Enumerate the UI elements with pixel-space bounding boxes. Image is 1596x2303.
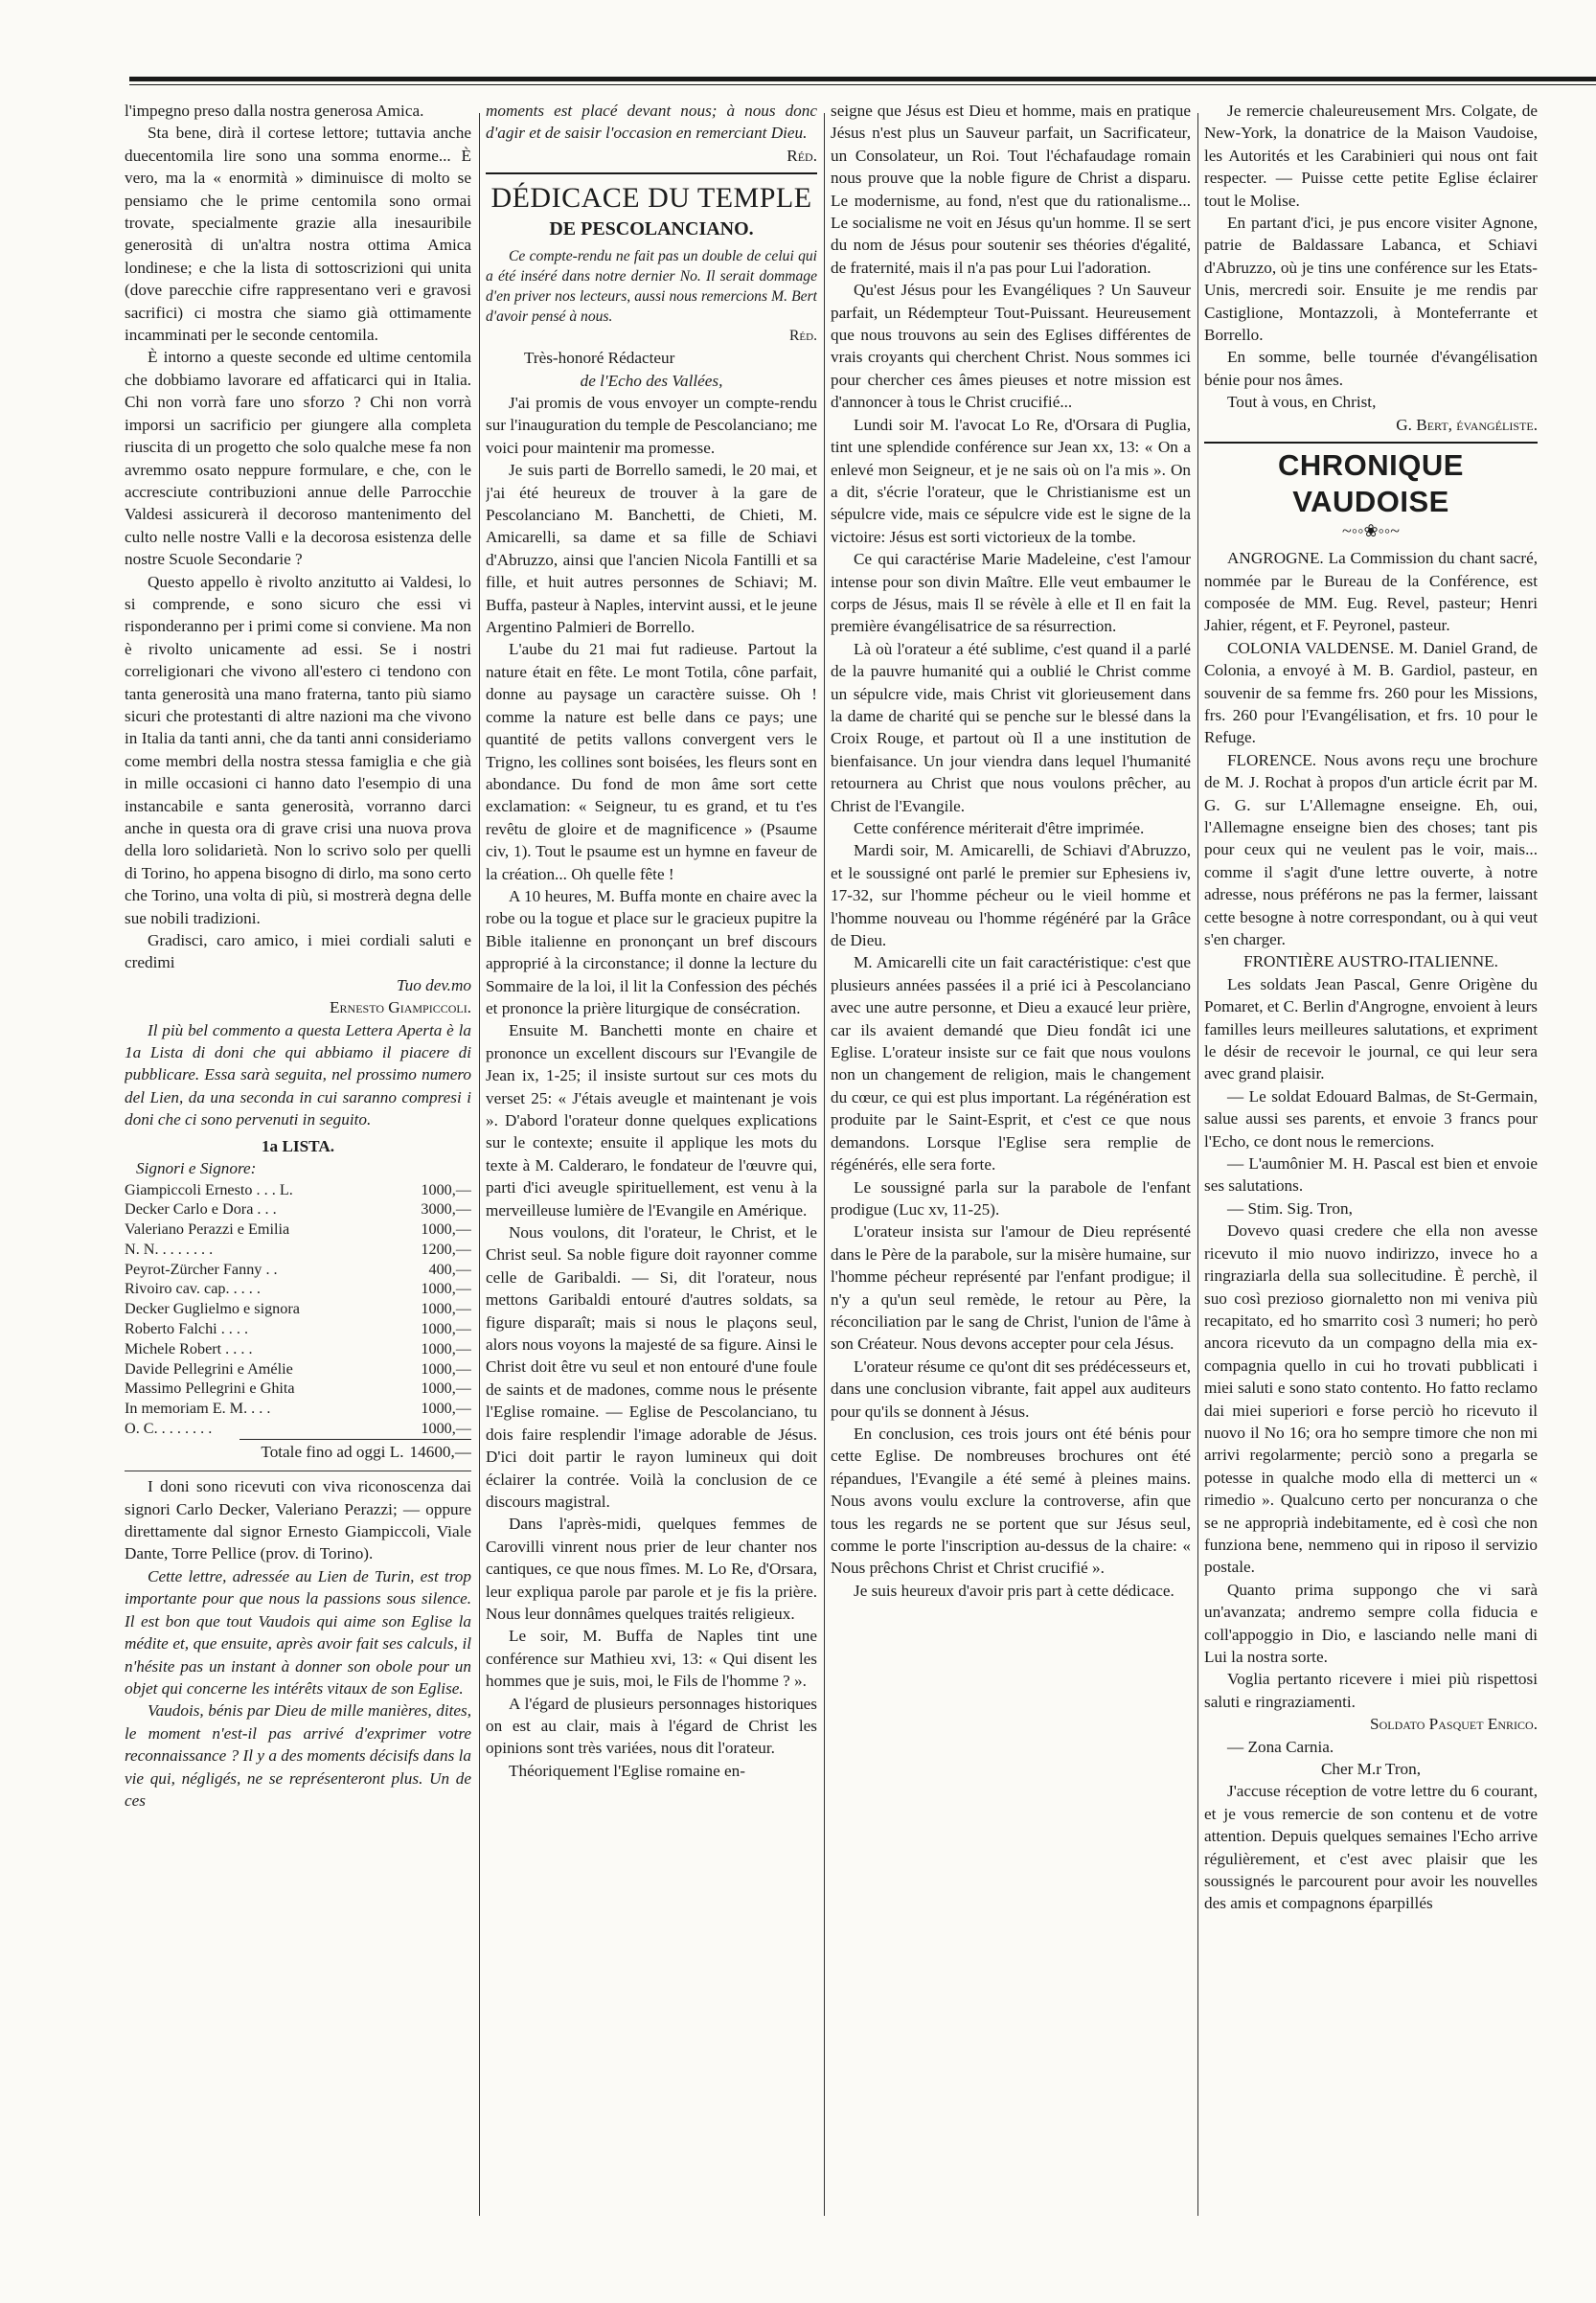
c2-p0: J'ai promis de vous envoyer un compte-rendu sur l'inauguration du temple de Pescolanciano; me voici pour maintenir ma promesse. — [486, 394, 817, 457]
donor-row — [125, 1299, 471, 1319]
c2-p2: L'aube du 21 mai fut radieuse. Partout la nature était en fête. Le mont Totila, cône parfait, donne au paysage un caractère suisse. Oh ! comme la nature est belle dans ce pays; une quantité de petits vallons convergent vers le Trigno, les collines sont boisées, les fleurs sont en abondance. Du fond de mon âme sort cette exclamation: « Seigneur, tu es grand, et tu t'es revêtu de gloire et de magnificence » (Psaume civ, 1). Tout le psaume est un hymne en faveur de la création... Oh quelle fête ! — [486, 640, 817, 883]
column-2 — [486, 100, 817, 2226]
section-rule — [486, 172, 817, 174]
donor-amount: 1000,— — [421, 1400, 471, 1418]
donor-name: Giampiccoli Ernesto . . . L. — [125, 1180, 293, 1198]
c1-p0: l'impegno preso dalla nostra generosa Amica. — [125, 102, 424, 120]
top-rule-thin — [129, 84, 1596, 85]
donor-row — [125, 1220, 471, 1240]
chron-colonia: COLONIA VALDENSE. M. Daniel Grand, de Colonia, a envoyé à M. B. Gardiol, pasteur, en souvenir de sa femme frs. 260 pour les Missions, frs. 260 pour l'Evangélisation, et frs. 10 pour le Refuge. — [1204, 638, 1538, 747]
c4-p3: Tout à vous, en Christ, — [1227, 393, 1377, 412]
editor-note: Il più bel commento a questa Lettera Aperta è la 1a Lista di doni che qui abbiamo il piacere di pubblicare. Essa sarà seguita, nel prossimo numero del Lien, da una seconda in cui saranno compresi i doni che ci sono pervenuti in seguito. — [125, 1020, 471, 1129]
c3-p10: L'orateur résume ce qu'ont dit ses prédécesseurs et, dans une conclusion vibrante, fait appel aux auditeurs pour qu'ils se donnent à Jésus. — [831, 1357, 1191, 1421]
donor-row — [125, 1379, 471, 1399]
c2-p9: Théoriquement l'Eglise romaine en- — [509, 1761, 745, 1780]
zona: — Zona Carnia. — [1227, 1737, 1334, 1756]
column-4 — [1204, 100, 1538, 2226]
c3-p1: Qu'est Jésus pour les Evangéliques ? Un Sauveur parfait, un Rédempteur Tout-Puissant. Heureusement que nous trouvons au sein des Eglises différentes de vrais croyants qui cherchent Christ. Nous sommes ici pour chercher ces âmes pieuses et notre mission est d'annoncer à tous le Christ crucifié... — [831, 281, 1191, 412]
c4-p2: En somme, belle tournée d'évangélisation bénie pour nos âmes. — [1204, 348, 1538, 389]
donor-name: Decker Carlo e Dora . . . — [125, 1200, 277, 1219]
donor-name: Davide Pellegrini e Amélie — [125, 1359, 293, 1378]
c4-p1: En partant d'ici, je pus encore visiter Agnone, patrie de Baldassare Labanca, et Schiavi d'Abruzzo, où je tins une conférence sur les Etats-Unis, mercredi soir. Ensuite je me rendis par Castiglione, Montazzoli, à Monteferrante et Borrello. — [1204, 214, 1538, 345]
column-divider-1 — [479, 113, 480, 2216]
donor-name: Massimo Pellegrini e Ghita — [125, 1380, 295, 1398]
c3-p12: Je suis heureux d'avoir pris part à cette dédicace. — [854, 1581, 1174, 1600]
soldier-signature: Soldato Pasquet Enrico. — [1370, 1715, 1538, 1734]
donor-name: Rivoiro cav. cap. . . . . — [125, 1280, 261, 1298]
c1-p2: È intorno a queste seconde ed ultime centomila che dobbiamo lavorare ed affaticarci qui in Italia. Chi non vorrà fare uno sforzo ? Chi non vorrà imporsi un sacrificio per giungere alla completa riuscita di un progetto che solo qualche mese fa non avremmo osato neppure formulare, e che, con le accresciute contribuzioni annue delle Parrocchie Valdesi assicurerà il decoroso mantenimento del culto nelle nostre Valli e la decorosa esistenza delle nostre Scuole Secondarie ? — [125, 348, 471, 569]
donor-amount: 3000,— — [421, 1200, 471, 1219]
donor-row — [125, 1339, 471, 1359]
chron-florence: FLORENCE. Nous avons reçu une brochure de M. J. Rochat à propos d'un article écrit par M. G. G. sur L'Allemagne enseigne. Eh, oui, l'Allemagne enseigne bien des choses; tant pis pour ceux qui ne veulent pas le voir, mais... comme il s'agit d'une lettre ouverte, à notre adresse, nous préférons ne pas la fermer, laissant cette besogne à notre correspondant, ou à qui veut s'en charger. — [1204, 750, 1538, 948]
donor-row — [125, 1419, 471, 1439]
salutation-2: de l'Echo des Vallées, — [580, 371, 723, 390]
frontier-p2: — L'aumônier M. H. Pascal est bien et envoie ses salutations. — [1204, 1154, 1538, 1196]
c2-p1: Je suis parti de Borrello samedi, le 20 mai, et j'ai été heureux de trouver à la gare de Pescolanciano M. Banchetti, de Chieti, M. Amicarelli, sa dame et sa fille de Schiavi d'Abruzzo, ainsi que l'ancien Nicola Fantilli et sa fille, et huit autres personnes de Schiavi; M. Buffa, pasteur à Naples, intervint aussi, et le jeune Argentino Palmieri de Borrello. — [486, 461, 817, 637]
donor-amount: 1000,— — [421, 1180, 471, 1198]
column-divider-2 — [824, 113, 825, 2216]
total-row — [239, 1439, 471, 1463]
donor-amount: 1000,— — [421, 1220, 471, 1239]
c2-top: moments est placé devant nous; à nous donc d'agir et de saisir l'occasion en remerciant Dieu. — [486, 102, 817, 143]
donor-name: O. C. . . . . . . . — [125, 1420, 213, 1438]
c2-p8: A l'égard de plusieurs personnages historiques on est au clair, mais à l'égard de Christ les opinions sont très variées, nous dit l'orateur. — [486, 1694, 817, 1758]
section-rule-2 — [1204, 442, 1538, 444]
headline: DÉDICACE DU TEMPLE — [490, 182, 812, 215]
top-rule — [129, 77, 1596, 81]
signature-giampiccoli: Ernesto Giampiccoli. — [330, 998, 471, 1017]
french-comment-2: Vaudois, bénis par Dieu de mille manières, dites, le moment n'est-il pas arrivé d'exprimer votre reconnaissance ? Il y a des moments décisifs dans la vie qui, négligés, ne se représenteront plus. Un de ces — [125, 1701, 471, 1810]
total-label: Totale fino ad oggi L. — [261, 1442, 404, 1461]
chronique-title: CHRONIQUE VAUDOISE — [1278, 448, 1464, 519]
c2-p5: Nous voulons, dit l'orateur, le Christ, et le Christ seul. Sa noble figure doit rayonner comme celle de Garibaldi. — Si, dit l'orateur, nous mettons Garibaldi entouré d'autres soldats, sa figure disparaît; mais si nous le plaçons seul, alors nous voyons la majesté de sa figure. Ainsi le Christ doit être vu seul et non entouré d'une foule de saints et de madones, comme nous le présente l'Eglise romaine. — Eglise de Pescolanciano, tu dois faire resplendir l'image adorable de Jésus. D'ici doit partir le rayon lumineux qui doit éclairer la contrée. Voilà la conclusion de ce discours magistral. — [486, 1223, 817, 1511]
c3-p11: En conclusion, ces trois jours ont été bénis pour cette Eglise. De nombreuses brochures ont été répandues, l'Evangile a été semé à pleines mains. Nous avons voulu exclure la controverse, afin que tous les regards ne se portent que sur Jésus seul, comme le porte l'inscription au-dessus de la chaire: « Nous prêchons Christ et Christ crucifié ». — [831, 1424, 1191, 1578]
column-1 — [125, 100, 471, 2226]
donor-amount: 1200,— — [421, 1240, 471, 1258]
frontier-p1: — Le soldat Edouard Balmas, de St-Germain, salue aussi ses parents, et envoie 3 francs pour l'Echo, ce dont nous le remercions. — [1204, 1086, 1538, 1151]
donor-row — [125, 1199, 471, 1220]
c1-p4: Gradisci, caro amico, i miei cordiali saluti e credimi — [125, 931, 471, 972]
c3-p5: Cette conférence mériterait d'être imprimée. — [854, 819, 1145, 837]
french-comment-1: Cette lettre, adressée au Lien de Turin, est trop importante pour que nous la passions sous silence. Il est bon que tout Vaudois qui aime son Eglise la médite et, que ensuite, après avoir fait ses calculs, il n'hésite pas un instant à donner son obole pour un objet qui concerne les intérêts vitaux de son Eglise. — [125, 1566, 471, 1698]
chron-angrogne: ANGROGNE. La Commission du chant sacré, nommée par le Bureau de la Conférence, est composée de MM. Eug. Revel, pasteur; Henri Jahier, régent, et F. Peyronel, pasteur. — [1204, 549, 1538, 635]
donor-amount: 1000,— — [421, 1280, 471, 1298]
donor-name: In memoriam E. M. . . . — [125, 1400, 271, 1418]
donor-row — [125, 1260, 471, 1280]
donations-note: I doni sono ricevuti con viva riconoscenza dai signori Carlo Decker, Valeriano Perazzi; — oppure direttamente dal signor Ernesto Giampiccoli, Viale Dante, Torre Pellice (prov. di Torino). — [125, 1477, 471, 1563]
c3-p4: Là où l'orateur a été sublime, c'est quand il a parlé de la pauvre humanité qui a oublié le Christ comme un sépulcre vide, mais Christ vit glorieusement dans la dame de charité qui se penche sur le blessé dans la Croix Rouge, et partout où Il a une institution de bienfaisance. Un jour viendra dans lequel l'humanité retournera au Christ que nous voulons prêcher, au Christ de l'Evangile. — [831, 639, 1191, 815]
frontier-title: FRONTIÈRE AUSTRO-ITALIENNE. — [1243, 952, 1498, 971]
c2-p4: Ensuite M. Banchetti monte en chaire et prononce un excellent discours sur l'Evangile de Jean ix, 1-25; il insiste surtout sur ces mots du verset 25: « J'étais aveugle et maintenant je vois ». D'abord l'orateur donne quelques explications sur le contexte; ensuite il applique les mots du texte à M. Calderaro, le fondateur de l'œuvre qui, parti d'ici aveugle spirituellement, est venu à la merveilleuse lumière de l'Evangile en Amérique. — [486, 1021, 817, 1220]
donor-name: Decker Guglielmo e signora — [125, 1300, 300, 1318]
frontier-p0: Les soldats Jean Pascal, Genre Origène du Pomaret, et C. Berlin d'Angrogne, envoient à leurs familles leurs meilleures salutations, et expriment le désir de recevoir le journal, ce qui leur sera avec grand plaisir. — [1204, 974, 1538, 1083]
subheadline: DE PESCOLANCIANO. — [549, 218, 754, 240]
donor-amount: 1000,— — [421, 1420, 471, 1438]
c2-p6: Dans l'après-midi, quelques femmes de Carovilli vinrent nous prier de leur chanter nos cantiques, ce que nous fîmes. M. Lo Re, d'Orsara, leur expliqua parole par parole et je fis la prière. Nous leur donnâmes quelques traités religieux. — [486, 1515, 817, 1623]
c3-p7: M. Amicarelli cite un fait caractéristique: c'est que plusieurs années passées il a prié ici à Pescolanciano avec une autre personne, et Dieu a exaucé leur prière, car ils avaient demandé que Dieu fondât ici une Eglise. L'orateur insiste sur ce fait que nous voulons non un changement de religion, mais le changement du cœur, ce qui est plus important. La régénération est produite par le Saint-Esprit, et c'est ce que nous demandons. Lorsque l'Eglise sera remplie de régénérés, elle sera forte. — [831, 953, 1191, 1174]
donor-name: Peyrot-Zürcher Fanny . . — [125, 1260, 278, 1278]
donor-row — [125, 1279, 471, 1299]
donor-name: N. N. . . . . . . . — [125, 1240, 214, 1258]
lista-title: 1a LISTA. — [261, 1136, 335, 1155]
cher-tron: Cher M.r Tron, — [1320, 1760, 1422, 1779]
salutation-1: Très-honoré Rédacteur — [524, 349, 675, 368]
donor-row — [125, 1399, 471, 1419]
donor-row — [125, 1319, 471, 1339]
donor-amount: 1000,— — [421, 1339, 471, 1357]
closing: Tuo dev.mo — [397, 975, 471, 994]
last-letter: J'accuse réception de votre lettre du 6 courant, et je vous remercie de son contenu et de votre attention. Depuis quelques semaines l'Echo arrive régulièrement, et c'est avec plaisir que les soussignés le parcourent pour avoir les nouvelles des amis et compagnons éparpillés — [1204, 1782, 1538, 1913]
frontier-p5: Quanto prima suppongo che vi sarà un'avanzata; andremo sempre colla fiducia e coll'appoggio in Dio, e lasciando nelle mani di Lui la nostra sorte. — [1204, 1580, 1538, 1666]
ornament-icon: ~◦◦❀◦◦~ — [1341, 521, 1401, 541]
frontier-p6: Voglia pertanto ricevere i miei più rispettosi saluti e ringraziamenti. — [1204, 1670, 1538, 1711]
frontier-p3: — Stim. Sig. Tron, — [1227, 1198, 1353, 1218]
c2-p3: A 10 heures, M. Buffa monte en chaire avec la robe ou la togue et place sur le gracieux pupitre la Bible italienne en prononçant un bref discours approprié à la circonstance; il donne la lecture du Sommaire de la loi, il lit la Confession des péchés et prononce la prière liturgique de consécration. — [486, 886, 817, 1017]
c1-p3: Questo appello è rivolto anzitutto ai Valdesi, lo si comprende, e sono sicuro che essi vi risponderanno per i primi come si conviene. Ma non è rivolto unicamente ad essi. Se i nostri correligionari che vivono all'estero ci tendono con tanta generosità una mano fraterna, tanto più siamo sicuri che protestanti di altre nazioni ma che vivono in Italia da tanti anni, che da tanti anni consideriamo come membri della nostra stessa famiglia e che già in mille occasioni ci hanno dato l'esempio di una instancabile e santa generosità, vorranno darci anche in questa ora di grave crisi una nuova prova della loro solidarietà. Non lo scrivo solo per quelli di Torino, ho appena bisogno di dirlo, ma sono certo che Torino, una volta di più, si mostrerà degna delle sue nobili tradizioni. — [125, 572, 471, 927]
total-value: 14600,— — [409, 1442, 471, 1461]
signature-bert: G. Bert, évangéliste. — [1396, 415, 1538, 434]
intro-note: Ce compte-rendu ne fait pas un double de celui qui a été inséré dans notre dernier No. Il serait dommage d'en priver nos lecteurs, aussi nous remercions M. Bert d'avoir pensé à nous. — [486, 248, 817, 325]
c4-p0: Je remercie chaleureusement Mrs. Colgate, de New-York, la donatrice de la Maison Vaudoise, les Autorités et les Carabinieri qui nous ont fait respecter. — Puisse cette petite Eglise éclairer tout le Molise. — [1204, 102, 1538, 210]
frontier-p4: Dovevo quasi credere che ella non avesse ricevuto il mio nuovo indirizzo, invece ho a ringraziarla della sua sollecitudine. È perchè, il suo così prezioso giornaletto non mi veniva più recapitato, ed ho smarrito così 3 numeri; ho però ancora ricevuto da un compagno della mia ex-compagnia quello in cui ho trovati pubblicati i miei saluti e sono stato contento. Ho fatto reclamo dai miei superiori e forse perciò ho ricevuto il nuovo il No 16; ora ho sempre timore che non mi arrivi regolarmente; perciò sono a pregarla se potesse in qualche modo ella di metterci un « rimedio ». Qualcuno certo per noncuranza o che se ne approprià indebitamente, ed è così che non funziona bene, nemmeno qui in riposo il servizio postale. — [1204, 1221, 1538, 1577]
donor-table — [125, 1180, 471, 1439]
donor-row — [125, 1180, 471, 1200]
c3-p0: seigne que Jésus est Dieu et homme, mais en pratique Jésus n'est plus un Sauveur parfait, un Sacrificateur, un Consolateur, un Roi. Tout l'échafaudage romain nous prouve que la noble figure de Christ a disparu. Le modernisme, au fond, n'est que du rationalisme... Le socialisme ne voit en Jésus qu'un homme. Il se sert du nom de Jésus pour soutenir ses théories d'égalité, de fraternité, mais il n'a pas pour Lui l'adoration. — [831, 102, 1191, 277]
donor-amount: 1000,— — [421, 1300, 471, 1318]
c2-p7: Le soir, M. Buffa de Naples tint une conférence sur Mathieu xvi, 13: « Qui disent les hommes que je suis, moi, le Fils de l'homme ? ». — [486, 1627, 817, 1691]
donor-amount: 1000,— — [421, 1359, 471, 1378]
c3-p9: L'orateur insista sur l'amour de Dieu représenté dans le Père de la parabole, sur la misère humaine, sur l'homme pécheur représenté par l'enfant prodigue; il n'y a qu'un seul remède, le retour au Père, la réconciliation par le sang de Christ, l'union de l'âme à son Créateur. Nous devons accepter pour cela Jésus. — [831, 1222, 1191, 1354]
c3-p3: Ce qui caractérise Marie Madeleine, c'est l'amour intense pour son divin Maître. Elle veut embaumer le corps de Jésus, mais Il se révèle à elle et Il en fait la première évangélisatrice de sa résurrection. — [831, 550, 1191, 636]
donor-name: Valeriano Perazzi e Emilia — [125, 1220, 290, 1239]
column-3 — [831, 100, 1191, 2226]
c3-p6: Mardi soir, M. Amicarelli, de Schiavi d'Abruzzo, et le soussigné ont parlé le premier sur Ephesiens iv, 17-32, sur l'homme pécheur ou le vieil homme et l'homme nouveau ou l'homme régénéré par la Grâce de Dieu. — [831, 841, 1191, 950]
donor-name: Michele Robert . . . . — [125, 1339, 253, 1357]
c3-p8: Le soussigné parla sur la parabole de l'enfant prodigue (Luc xv, 11-25). — [831, 1177, 1191, 1219]
intro-sign: Réd. — [789, 328, 817, 345]
c3-p2: Lundi soir M. l'avocat Lo Re, d'Orsara di Puglia, tint une splendide conférence sur Jean xx, 13: « On a enlevé mon Seigneur, et je ne sais où on l'a mis ». On a dit, s'écrie l'orateur, que le Christianisme est un sépulcre vide, mais ce sépulcre vide est le signe de la victoire: Jésus est sorti victorieux de la tombe. — [831, 415, 1191, 546]
lista-subtitle: Signori e Signore: — [136, 1159, 257, 1178]
donor-amount: 1000,— — [421, 1380, 471, 1398]
donor-name: Roberto Falchi . . . . — [125, 1320, 249, 1338]
c2-top-sign: Réd. — [787, 146, 817, 165]
column-divider-3 — [1197, 113, 1198, 2216]
c1-p1: Sta bene, dirà il cortese lettore; tuttavia anche duecentomila lire sono una somma enorme... È vero, ma la « enormità » diminuisce di molto se pensiamo che le prime centomila sono ormai trovate, specialmente grazie alla inesauribile generosità di un'altra nostra ottima Amica londinese; e che la lista di sottoscrizioni qui unita (dove parecchie cifre rappresentano veri e gravosi sacrifici) ci mostra che siamo già ottimamente incamminati per le seconde centomila. — [125, 124, 471, 345]
donor-amount: 400,— — [428, 1260, 471, 1278]
donor-amount: 1000,— — [421, 1320, 471, 1338]
donor-row — [125, 1359, 471, 1380]
donor-row — [125, 1240, 471, 1260]
